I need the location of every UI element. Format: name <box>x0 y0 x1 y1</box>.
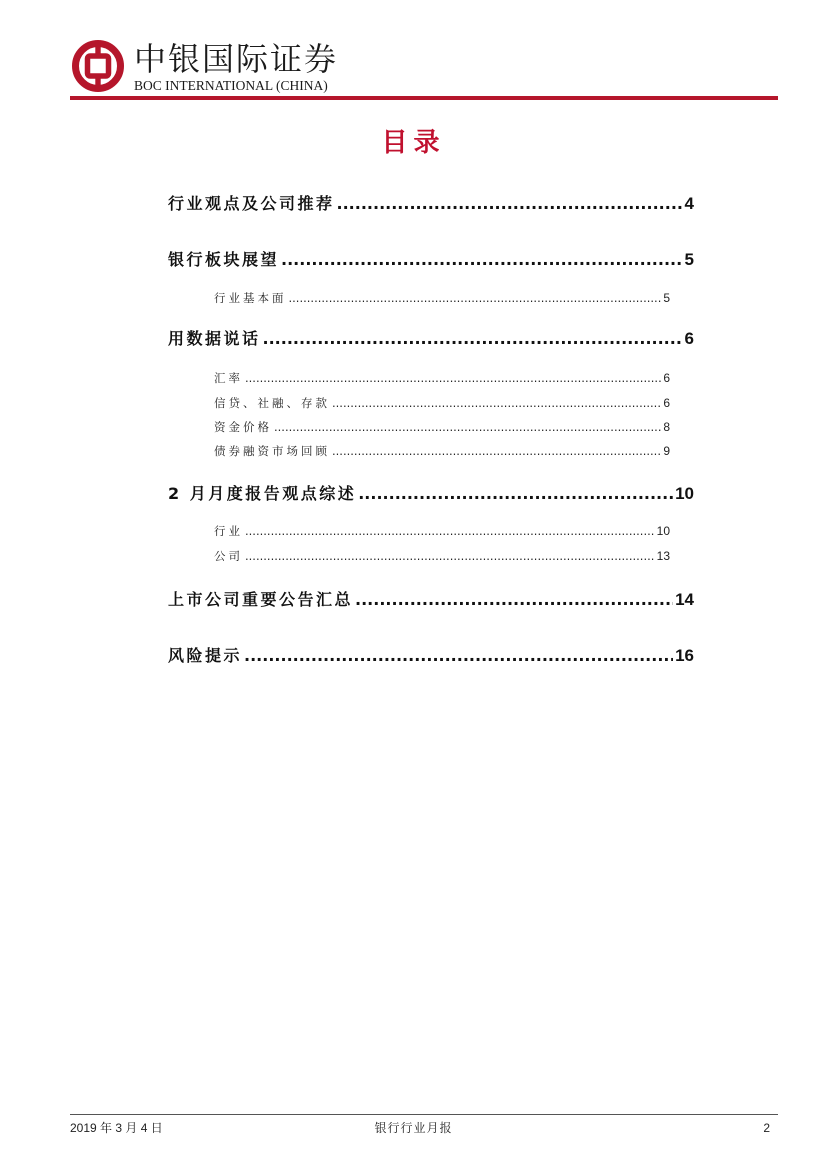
toc-page-number: 6 <box>684 329 694 348</box>
toc-entry-feb-summary[interactable] <box>168 483 694 505</box>
toc-entry-label: 行业 <box>214 524 243 538</box>
toc-dot-leader <box>358 483 673 505</box>
toc-entry-industry-view[interactable] <box>168 193 694 215</box>
brand-name-cn: 中银国际证券 <box>134 40 339 78</box>
toc-entry-funding-price[interactable] <box>214 419 670 435</box>
toc-page-number: 4 <box>684 194 694 213</box>
toc-dot-leader <box>355 589 673 611</box>
footer-report-name: 银行行业月报 <box>374 1121 453 1135</box>
toc-entry-label: 风险提示 <box>168 646 243 665</box>
toc-entry-credit[interactable] <box>214 395 670 411</box>
toc-entry-label: 用数据说话 <box>168 329 261 348</box>
footer-date: 2019 年 3 月 4 日 <box>70 1121 163 1135</box>
toc-page-number: 13 <box>656 549 670 563</box>
toc-page-number: 10 <box>675 484 694 503</box>
toc-entry-label: 公司 <box>214 549 243 563</box>
toc-entry-bank-outlook[interactable] <box>168 249 694 271</box>
toc-dot-leader <box>263 328 683 350</box>
toc-page-number: 9 <box>663 444 670 458</box>
toc-dot-leader <box>245 548 655 564</box>
footer-page-number: 2 <box>763 1121 770 1135</box>
toc-entry-label: 资金价格 <box>214 420 272 434</box>
toc-page-number: 10 <box>656 524 670 538</box>
toc-entry-label: 2 月月度报告观点综述 <box>168 484 357 503</box>
toc-entry-label: 银行板块展望 <box>168 250 280 269</box>
toc-page-number: 6 <box>663 371 670 385</box>
bank-of-china-logo-icon <box>72 40 124 92</box>
toc-entry-label: 行业基本面 <box>214 291 287 305</box>
toc-entry-label: 上市公司重要公告汇总 <box>168 590 354 609</box>
toc-dot-leader <box>245 523 655 539</box>
page-title: 目录 <box>381 128 446 158</box>
toc-dot-leader <box>274 419 661 435</box>
toc-dot-leader <box>244 645 673 667</box>
toc-page-number: 5 <box>663 291 670 305</box>
toc-entry-label: 汇率 <box>214 371 243 385</box>
toc-page-number: 8 <box>663 420 670 434</box>
toc-entry-label: 信贷、社融、存款 <box>214 396 330 410</box>
toc-dot-leader <box>281 249 683 271</box>
toc-dot-leader <box>337 193 683 215</box>
brand-name-en: BOC INTERNATIONAL (CHINA) <box>134 78 328 93</box>
toc-dot-leader <box>289 290 662 306</box>
header-divider <box>70 96 778 100</box>
toc-entry-company[interactable] <box>214 548 670 564</box>
toc-page-number: 6 <box>663 396 670 410</box>
toc-entry-bond-review[interactable] <box>214 443 670 459</box>
toc-entry-risk[interactable] <box>168 645 694 667</box>
toc-page-number: 14 <box>675 590 694 609</box>
footer-divider <box>70 1114 778 1115</box>
toc-entry-label: 行业观点及公司推荐 <box>168 194 335 213</box>
toc-entry-label: 债券融资市场回顾 <box>214 444 330 458</box>
toc-page-number: 16 <box>675 646 694 665</box>
toc-dot-leader <box>332 443 661 459</box>
toc-entry-announcements[interactable] <box>168 589 694 611</box>
toc-entry-data-talk[interactable] <box>168 328 694 350</box>
toc-page-number: 5 <box>684 250 694 269</box>
toc-entry-industry[interactable] <box>214 523 670 539</box>
toc-entry-exchange-rate[interactable] <box>214 370 670 386</box>
toc-dot-leader <box>245 370 661 386</box>
toc-dot-leader <box>332 395 661 411</box>
toc-entry-fundamentals[interactable] <box>214 290 670 306</box>
